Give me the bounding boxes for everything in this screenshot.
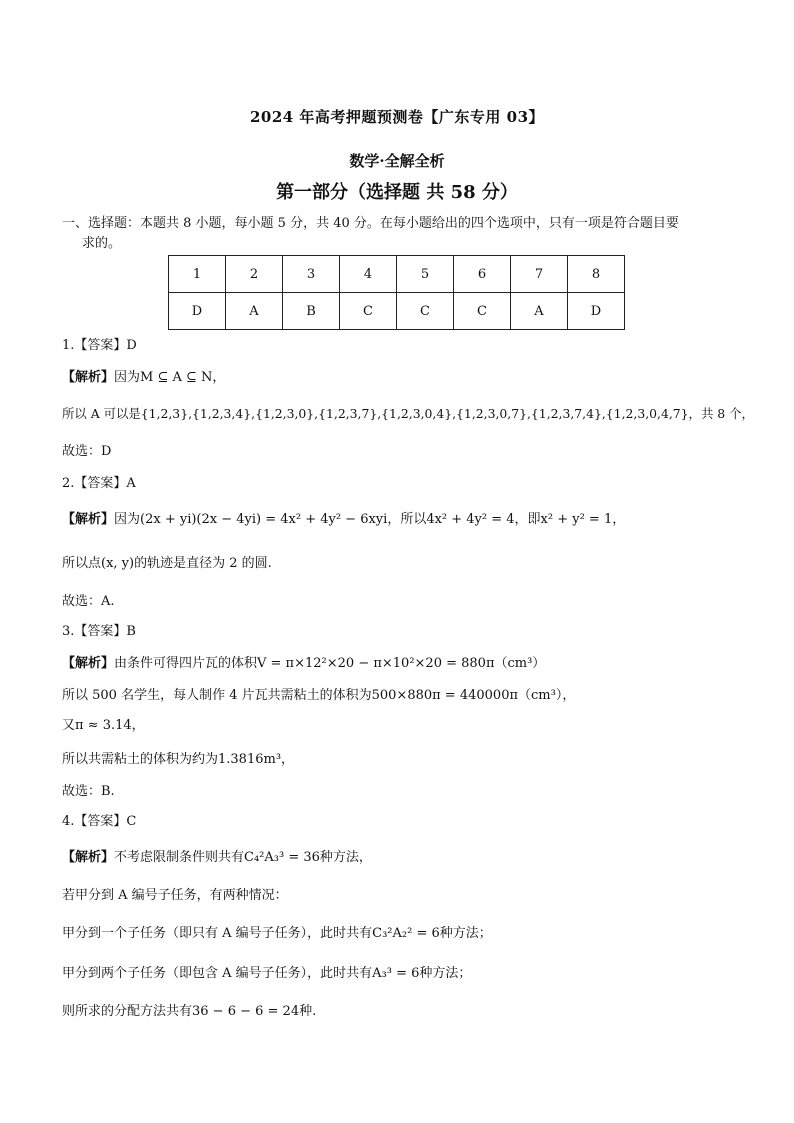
answer-cell: A: [511, 293, 568, 330]
q4-analysis: [62, 848, 372, 868]
answer-cell: C: [340, 293, 397, 330]
question-number-cell: 4: [340, 256, 397, 293]
answer-cell: A: [226, 293, 283, 330]
q3-analysis: [62, 654, 545, 674]
document-subtitle: 数学·全解全析: [349, 152, 445, 170]
analysis-label: 【解析】: [62, 512, 115, 527]
q1-analysis: [62, 368, 225, 388]
answer-cell: D: [568, 293, 625, 330]
part-heading: 第一部分（选择题 共 58 分）: [276, 182, 518, 203]
question-number-cell: 2: [226, 256, 283, 293]
q3-analysis-text: 由条件可得四片瓦的体积V = π×12²×20 − π×10²×20 = 880π（cm³）: [114, 656, 546, 671]
section-intro-line1: 一、选择题：本题共 8 小题，每小题 5 分，共 40 分。在每小题给出的四个选项中，只有一项是符合题目要: [62, 216, 679, 231]
answer-cell: B: [283, 293, 340, 330]
answer-cell: C: [397, 293, 454, 330]
q3-line4: 所以共需粘土的体积为约为1.3816m³，: [62, 752, 295, 767]
analysis-label: 【解析】: [62, 656, 115, 671]
question-number-cell: 3: [283, 256, 340, 293]
document-title: 2024 年高考押题预测卷【广东专用 03】: [249, 108, 545, 126]
analysis-label: 【解析】: [62, 370, 115, 385]
q2-answer: 2.【答案】A: [62, 476, 136, 491]
answer-table: [168, 255, 625, 330]
q4-line4: 甲分到两个子任务（即包含 A 编号子任务），此时共有A₃³ = 6种方法；: [62, 966, 472, 981]
q1-line2: 所以 A 可以是{1,2,3},{1,2,3,4},{1,2,3,0},{1,2,3,7},{1,2,3,0,4},{1,2,3,0,7},{1,2,3,7,4},{1,2,3,0,4,7}，共 8 个，: [62, 406, 754, 421]
q4-answer: 4.【答案】C: [62, 814, 137, 829]
q2-choice: 故选：A.: [62, 594, 115, 609]
q3-choice: 故选：B.: [62, 784, 115, 799]
q4-analysis-text: 不考虑限制条件则共有C₄²A₃³ = 36种方法，: [114, 850, 372, 865]
answer-cell: D: [169, 293, 226, 330]
q2-line2: 所以点(x, y)的轨迹是直径为 2 的圆.: [62, 556, 272, 571]
question-number-cell: 7: [511, 256, 568, 293]
q3-answer: 3.【答案】B: [62, 624, 136, 639]
section-intro-line2: 求的。: [82, 236, 122, 251]
q2-analysis: [62, 510, 625, 530]
q2-analysis-text: 因为(2x + yi)(2x − 4yi) = 4x² + 4y² − 6xyi，所以4x² + 4y² = 4，即x² + y² = 1，: [114, 512, 626, 527]
q4-line3: 甲分到一个子任务（即只有 A 编号子任务），此时共有C₃²A₂² = 6种方法；: [62, 926, 492, 941]
question-number-cell: 1: [169, 256, 226, 293]
answer-table-question-row: [169, 256, 625, 293]
q3-line3: 又π ≈ 3.14，: [62, 718, 145, 733]
question-number-cell: 8: [568, 256, 625, 293]
q3-line2: 所以 500 名学生，每人制作 4 片瓦共需粘土的体积为500×880π = 440000π（cm³），: [62, 688, 576, 703]
analysis-label: 【解析】: [62, 850, 115, 865]
answer-cell: C: [454, 293, 511, 330]
question-number-cell: 6: [454, 256, 511, 293]
q1-answer: 1.【答案】D: [62, 338, 137, 353]
q1-analysis-text: 因为M ⊆ A ⊆ N，: [114, 370, 226, 385]
q4-line5: 则所求的分配方法共有36 − 6 − 6 = 24种.: [62, 1004, 317, 1019]
q1-choice: 故选：D: [62, 444, 112, 459]
q4-line2: 若甲分到 A 编号子任务，有两种情况：: [62, 888, 288, 903]
answer-table-answer-row: [169, 293, 625, 330]
question-number-cell: 5: [397, 256, 454, 293]
